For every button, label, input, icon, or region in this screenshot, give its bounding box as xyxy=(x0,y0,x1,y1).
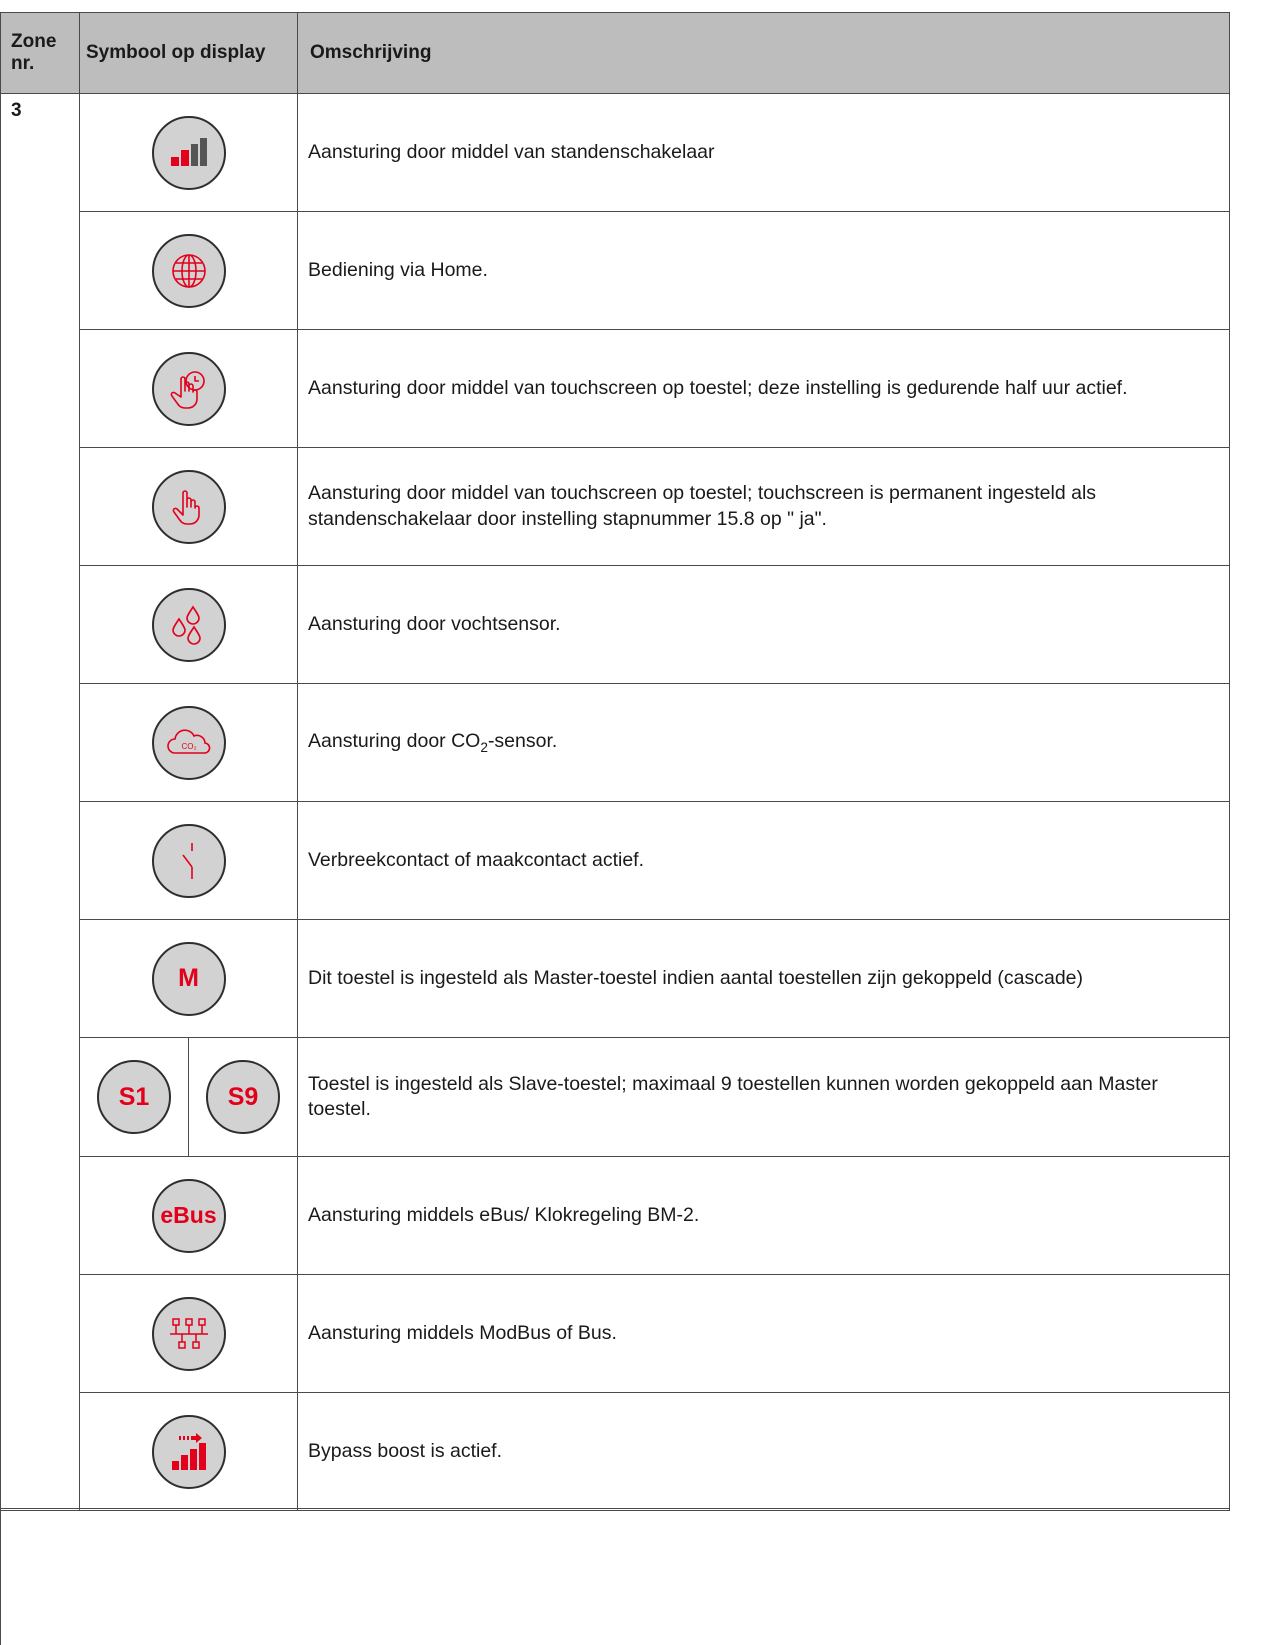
table-row xyxy=(1,566,1230,684)
slave-s9-icon xyxy=(206,1060,280,1134)
table-row xyxy=(1,684,1230,802)
table-row xyxy=(1,1157,1230,1275)
co2-cloud-label: CO₂ xyxy=(180,741,197,751)
zone-number: 3 xyxy=(1,94,80,1511)
row-description: Toestel is ingesteld als Slave-toestel; maximaal 9 toestellen kunnen worden gekoppeld aan Master toestel. xyxy=(298,1038,1230,1157)
table-row xyxy=(1,94,1230,212)
co2-desc-pre: Aansturing door CO xyxy=(308,729,481,752)
header-symbol: Symbool op display xyxy=(80,13,298,94)
row-description: Aansturing door vochtsensor. xyxy=(298,566,1230,684)
modbus-network-icon xyxy=(152,1297,226,1371)
row-description: Aansturing door middel van touchscreen op toestel; touchscreen is permanent ingesteld als standenschakelaar door instelling stapnummer 15.8 op " ja". xyxy=(298,448,1230,566)
row-description: Dit toestel is ingesteld als Master-toestel indien aantal toestellen zijn gekoppeld (cascade) xyxy=(298,920,1230,1038)
table-row xyxy=(1,920,1230,1038)
co2-cloud-icon xyxy=(152,706,226,780)
stepped-bars-icon xyxy=(152,116,226,190)
row-description: Bypass boost is actief. xyxy=(298,1393,1230,1511)
table-header-row xyxy=(1,13,1230,94)
co2-desc-post: -sensor. xyxy=(487,729,558,752)
bypass-boost-icon xyxy=(152,1415,226,1489)
globe-icon xyxy=(152,234,226,308)
header-description: Omschrijving xyxy=(298,13,1230,94)
ebus-icon xyxy=(152,1179,226,1253)
switch-contact-icon xyxy=(152,824,226,898)
table-row xyxy=(1,1038,1230,1157)
table-row xyxy=(1,330,1230,448)
hand-touch-icon xyxy=(152,470,226,544)
table-row xyxy=(1,1275,1230,1393)
table-row xyxy=(1,212,1230,330)
table-row xyxy=(1,1393,1230,1511)
row-description: Bediening via Home. xyxy=(298,212,1230,330)
row-description xyxy=(298,684,1230,802)
master-m-icon xyxy=(152,942,226,1016)
symbol-table xyxy=(0,12,1230,1511)
row-description: Aansturing door middel van touchscreen op toestel; deze instelling is gedurende half uur actief. xyxy=(298,330,1230,448)
table-row xyxy=(1,448,1230,566)
row-description: Aansturing door middel van standenschakelaar xyxy=(298,94,1230,212)
co2-desc-sub: 2 xyxy=(480,739,488,755)
row-description: Verbreekcontact of maakcontact actief. xyxy=(298,802,1230,920)
slave-letter-first: S1 xyxy=(118,1082,150,1111)
row-description: Aansturing middels eBus/ Klokregeling BM-2. xyxy=(298,1157,1230,1275)
footer-area xyxy=(0,1508,1229,1645)
row-description: Aansturing middels ModBus of Bus. xyxy=(298,1275,1230,1393)
slave-s1-icon xyxy=(97,1060,171,1134)
hand-timer-icon xyxy=(152,352,226,426)
slave-letter-last: S9 xyxy=(227,1082,259,1111)
table-row xyxy=(1,802,1230,920)
header-zone: Zone nr. xyxy=(1,13,80,94)
master-letter: M xyxy=(178,964,199,992)
droplets-icon xyxy=(152,588,226,662)
ebus-label: eBus xyxy=(160,1202,217,1228)
